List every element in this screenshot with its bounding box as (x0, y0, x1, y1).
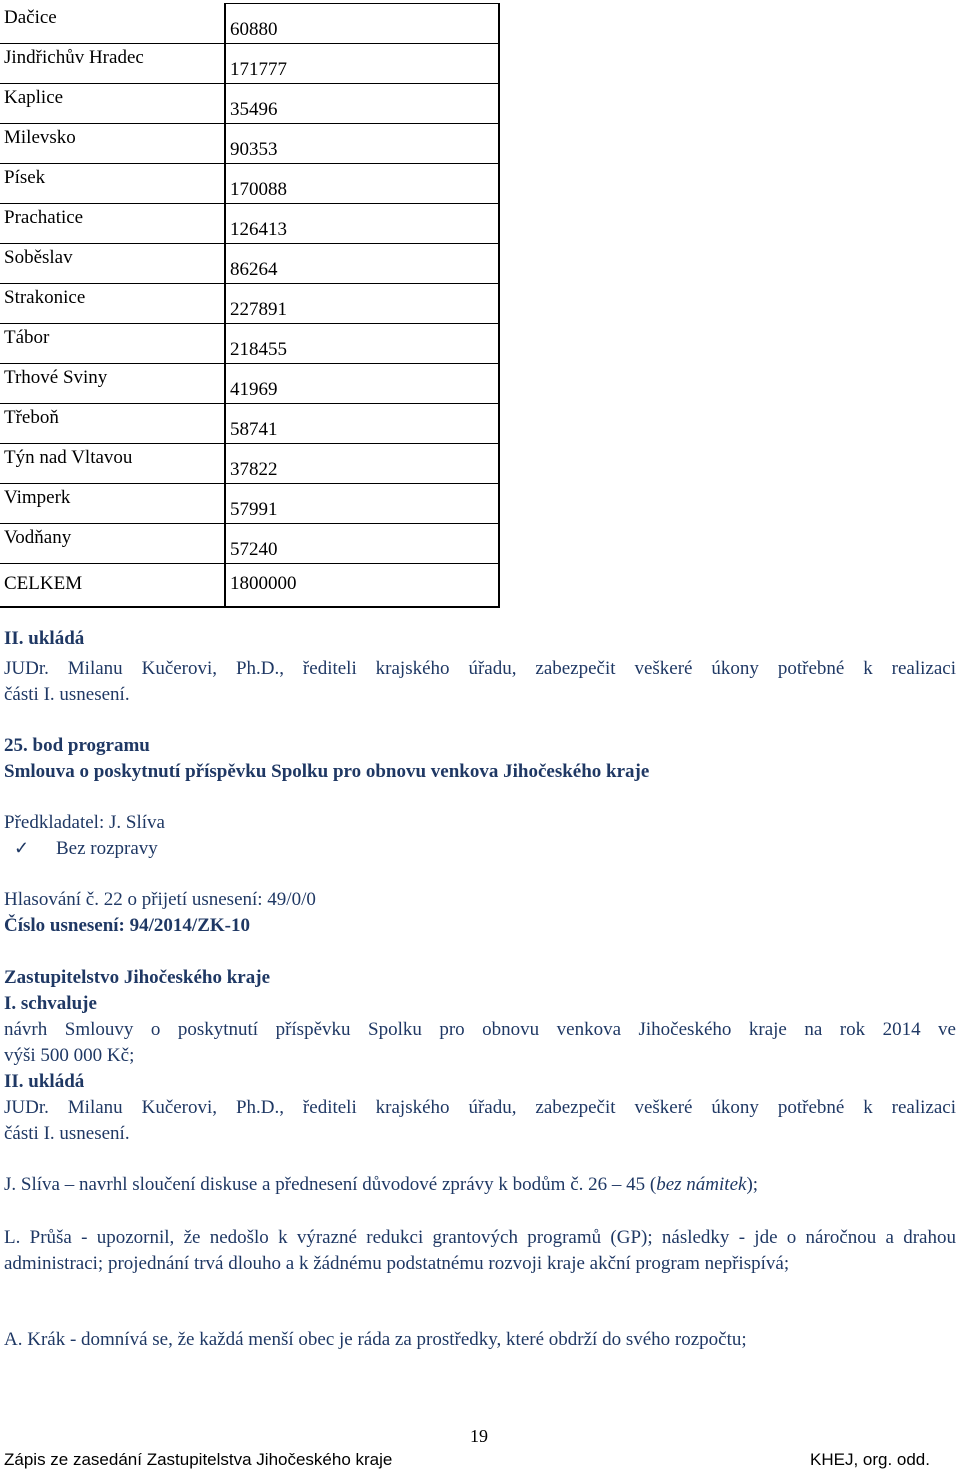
allocation-value: 58741 (230, 419, 278, 440)
allocation-value: 86264 (230, 259, 278, 280)
page-number: 19 (470, 1426, 488, 1446)
resolution-number: Číslo usnesení: 94/2014/ZK-10 (4, 915, 250, 936)
presenter: Předkladatel: J. Slíva (4, 812, 165, 833)
city-name-cell (0, 84, 225, 124)
council-heading: Zastupitelstvo Jihočeského kraje (4, 967, 270, 988)
table-row (0, 244, 499, 284)
table-row (0, 364, 499, 404)
table-row (0, 164, 499, 204)
city-name: Písek (4, 167, 46, 188)
check-icon: ✓ (14, 838, 30, 858)
allocation-value: 41969 (230, 379, 278, 400)
city-name-cell (0, 124, 225, 164)
approves-text-line-1: návrh Smlouvy o poskytnutí příspěvku Spolku pro obnovu venkova Jihočeského kraje na rok 2014 ve (4, 1019, 956, 1040)
table-row (0, 4, 499, 44)
table-row (0, 484, 499, 524)
allocation-cell (225, 324, 499, 364)
allocation-value: 60880 (230, 19, 278, 40)
table-total-row (0, 564, 499, 608)
orders-heading-2: II. ukládá (4, 1071, 85, 1092)
city-name: Soběslav (4, 247, 73, 268)
allocation-cell (225, 44, 499, 84)
footer-left: Zápis ze zasedání Zastupitelstva Jihočeského kraje (4, 1450, 393, 1469)
allocation-cell (225, 244, 499, 284)
city-name: Třeboň (4, 407, 59, 428)
city-name: Vimperk (4, 487, 71, 508)
sliva-remark-end: ); (746, 1174, 759, 1195)
city-name-cell (0, 444, 225, 484)
allocation-cell (225, 84, 499, 124)
sliva-remark (4, 1174, 956, 1196)
allocation-value: 218455 (230, 339, 287, 360)
allocation-value: 227891 (230, 299, 287, 320)
agenda-item-title: 25. bod programu (4, 735, 150, 756)
city-name-cell (0, 284, 225, 324)
sliva-remark-italic: bez námitek (656, 1174, 747, 1195)
city-name-cell (0, 4, 225, 44)
city-name-cell (0, 404, 225, 444)
table-row (0, 524, 499, 564)
allocation-value: 170088 (230, 179, 287, 200)
allocation-value: 57240 (230, 539, 278, 560)
total-label: CELKEM (4, 573, 83, 594)
city-name: Milevsko (4, 127, 76, 148)
allocation-cell (225, 124, 499, 164)
city-name-cell (0, 324, 225, 364)
allocation-value: 37822 (230, 459, 278, 480)
allocation-value: 126413 (230, 219, 287, 240)
allocation-value: 57991 (230, 499, 278, 520)
prusa-remark: L. Průša - upozornil, že nedošlo k výrazné redukci grantových programů (GP); následky - jde o náročnou a drahou administraci; projednání trvá dlouho a k žádnému podstatnému rozvoji kraje akční program nepřispívá; (4, 1227, 956, 1274)
table-row (0, 324, 499, 364)
allocation-cell (225, 484, 499, 524)
allocation-cell (225, 204, 499, 244)
allocation-cell (225, 284, 499, 324)
table-row (0, 204, 499, 244)
orders-text-line-2: části I. usnesení. (4, 684, 130, 705)
footer-right: KHEJ, org. odd. (809, 1450, 930, 1469)
city-allocation-table (0, 3, 500, 608)
city-name: Dačice (4, 6, 57, 28)
table-row (0, 124, 499, 164)
allocation-cell (225, 444, 499, 484)
city-name: Trhové Sviny (4, 367, 108, 388)
table-row (0, 284, 499, 324)
allocation-value: 35496 (230, 99, 278, 120)
city-name-cell (0, 524, 225, 564)
city-name-cell (0, 484, 225, 524)
city-name: Jindřichův Hradec (4, 47, 144, 68)
orders-text-line-1: JUDr. Milanu Kučerovi, Ph.D., řediteli krajského úřadu, zabezpečit veškeré úkony potřebné k realizaci (4, 658, 956, 679)
city-name-cell (0, 364, 225, 404)
city-name: Tábor (4, 327, 50, 348)
city-name-cell (0, 44, 225, 84)
total-value: 1800000 (230, 573, 297, 594)
table-row (0, 404, 499, 444)
orders2-text-line-2: části I. usnesení. (4, 1123, 130, 1144)
orders2-text-line-1: JUDr. Milanu Kučerovi, Ph.D., řediteli krajského úřadu, zabezpečit veškeré úkony potřebné k realizaci (4, 1097, 956, 1118)
city-name-cell (0, 244, 225, 284)
city-name-cell (0, 164, 225, 204)
table-row (0, 44, 499, 84)
allocation-value: 90353 (230, 139, 278, 160)
section-heading-orders: II. ukládá (4, 628, 85, 649)
sliva-remark-text: J. Slíva – navrhl sloučení diskuse a přednesení důvodové zprávy k bodům č. 26 – 45 ( (4, 1174, 657, 1195)
city-name: Kaplice (4, 87, 64, 108)
city-name: Strakonice (4, 287, 86, 308)
table-row (0, 444, 499, 484)
table-row (0, 84, 499, 124)
city-name-cell (0, 204, 225, 244)
approves-heading: I. schvaluje (4, 993, 97, 1014)
city-name: Prachatice (4, 207, 84, 228)
total-label-cell (0, 564, 225, 608)
allocation-cell (225, 4, 499, 44)
no-debate-line (4, 838, 956, 860)
allocation-cell (225, 404, 499, 444)
allocation-cell (225, 524, 499, 564)
no-debate-label: Bez rozpravy (56, 838, 158, 859)
city-name: Vodňany (4, 527, 72, 548)
allocation-cell (225, 164, 499, 204)
allocation-value: 171777 (230, 59, 287, 80)
city-name: Týn nad Vltavou (4, 447, 133, 468)
agenda-item-subtitle: Smlouva o poskytnutí příspěvku Spolku pro obnovu venkova Jihočeského kraje (4, 761, 650, 782)
allocation-cell (225, 364, 499, 404)
approves-text-line-2: výši 500 000 Kč; (4, 1045, 135, 1066)
total-value-cell (225, 564, 499, 608)
vote-result: Hlasování č. 22 o přijetí usnesení: 49/0/0 (4, 889, 316, 910)
krak-remark: A. Krák - domnívá se, že každá menší obec je ráda za prostředky, které obdrží do svého rozpočtu; (4, 1329, 747, 1350)
